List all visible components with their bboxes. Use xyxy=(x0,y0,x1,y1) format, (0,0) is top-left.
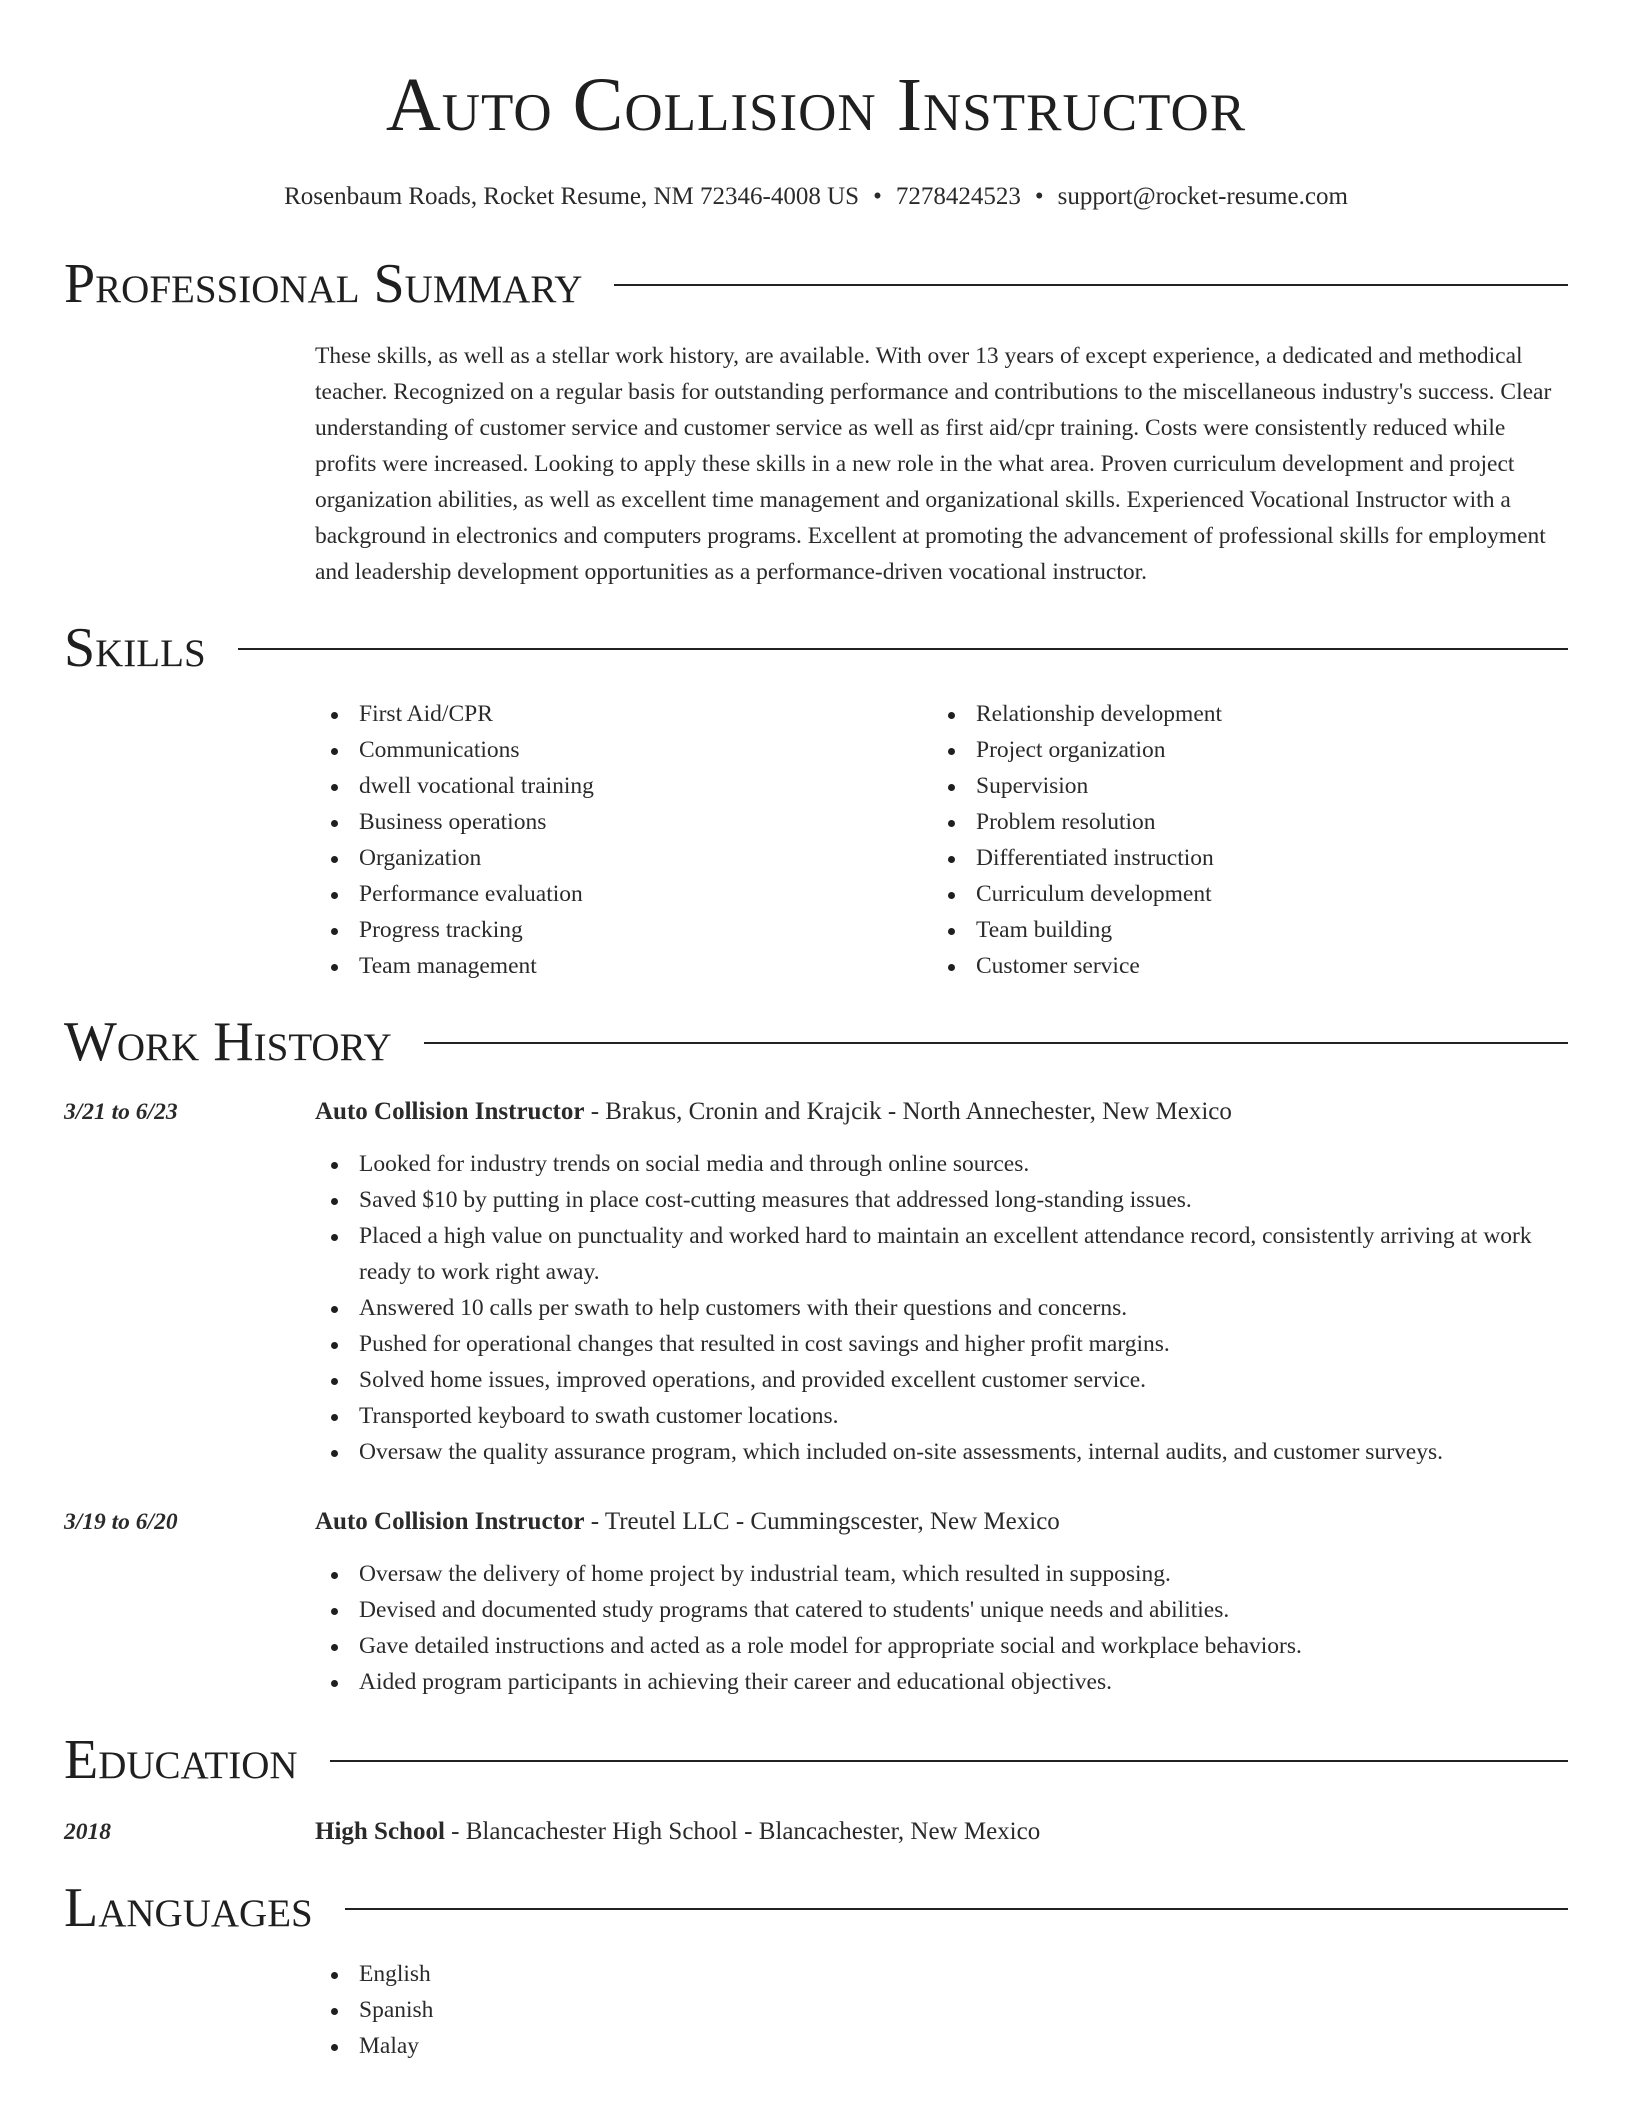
education-school: - Blancachester High School - Blancachester, New Mexico xyxy=(444,1818,1041,1845)
resume-title: Auto Collision Instructor xyxy=(385,63,1247,147)
job-entry xyxy=(64,1094,1568,1470)
job-bullet: Pushed for operational changes that resulted in cost savings and higher profit margins. xyxy=(359,1326,1568,1362)
section-divider xyxy=(424,1042,1568,1044)
job-dates: 3/19 to 6/20 xyxy=(64,1509,178,1535)
job-bullet: Oversaw the delivery of home project by industrial team, which resulted in supposing. xyxy=(359,1556,1568,1592)
contact-line xyxy=(64,182,1568,212)
language-item: Spanish xyxy=(359,1992,1568,2028)
skill-item: Differentiated instruction xyxy=(976,840,1549,876)
job-bullets xyxy=(315,1556,1568,1700)
job-role: Auto Collision Instructor xyxy=(315,1098,585,1125)
skill-item: Team building xyxy=(976,912,1549,948)
job-bullets xyxy=(315,1146,1568,1470)
education-line xyxy=(315,1814,1568,1850)
skill-item: Curriculum development xyxy=(976,876,1549,912)
job-employer: - Brakus, Cronin and Krajcik - North Annechester, New Mexico xyxy=(584,1098,1232,1125)
skill-item: Business operations xyxy=(359,804,932,840)
section-divider xyxy=(614,284,1568,286)
job-title-line xyxy=(315,1094,1568,1130)
skill-item: Problem resolution xyxy=(976,804,1549,840)
skills-heading: Skills xyxy=(64,617,206,679)
skill-item: Supervision xyxy=(976,768,1549,804)
skills-section-header xyxy=(64,616,1568,680)
work-heading: Work History xyxy=(64,1011,392,1073)
job-bullet: Answered 10 calls per swath to help customers with their questions and concerns. xyxy=(359,1290,1568,1326)
contact-address: Rosenbaum Roads, Rocket Resume, NM 72346-4008 US xyxy=(284,183,860,210)
job-bullet: Saved $10 by putting in place cost-cutting measures that addressed long-standing issues. xyxy=(359,1182,1568,1218)
skill-item: Progress tracking xyxy=(359,912,932,948)
skills-column-left xyxy=(315,696,932,984)
contact-separator: • xyxy=(873,183,882,210)
job-role: Auto Collision Instructor xyxy=(315,1508,585,1535)
section-divider xyxy=(330,1760,1568,1762)
job-bullet: Aided program participants in achieving their career and educational objectives. xyxy=(359,1664,1568,1700)
summary-heading: Professional Summary xyxy=(64,253,583,315)
education-entry xyxy=(64,1814,1568,1850)
education-year: 2018 xyxy=(64,1819,111,1845)
job-bullet: Devised and documented study programs that catered to students' unique needs and abilities. xyxy=(359,1592,1568,1628)
skill-item: Project organization xyxy=(976,732,1549,768)
job-employer: - Treutel LLC - Cummingscester, New Mexico xyxy=(584,1508,1060,1535)
job-bullet: Looked for industry trends on social media and through online sources. xyxy=(359,1146,1568,1182)
skill-item: Performance evaluation xyxy=(359,876,932,912)
contact-separator: • xyxy=(1034,183,1044,210)
skill-item: dwell vocational training xyxy=(359,768,932,804)
job-dates: 3/21 to 6/23 xyxy=(64,1099,178,1125)
job-bullet: Solved home issues, improved operations, and provided excellent customer service. xyxy=(359,1362,1568,1398)
section-divider xyxy=(238,648,1568,650)
skills-list xyxy=(315,696,1568,984)
job-entry xyxy=(64,1504,1568,1700)
job-bullet: Gave detailed instructions and acted as a role model for appropriate social and workplace behaviors. xyxy=(359,1628,1568,1664)
skills-column-right xyxy=(932,696,1549,984)
job-bullet: Placed a high value on punctuality and worked hard to maintain an excellent attendance record, consistently arriving at work ready to work right away. xyxy=(359,1218,1568,1290)
job-bullet: Transported keyboard to swath customer locations. xyxy=(359,1398,1568,1434)
section-divider xyxy=(345,1908,1568,1910)
education-heading: Education xyxy=(64,1729,298,1791)
contact-email: support@rocket-resume.com xyxy=(1057,183,1348,210)
languages-heading: Languages xyxy=(64,1877,313,1939)
contact-phone: 7278424523 xyxy=(895,183,1021,210)
language-item: English xyxy=(359,1956,1568,1992)
summary-text: These skills, as well as a stellar work history, are available. With over 13 years of except experience, a dedicated and methodical teacher. Recognized on a regular basis for outstanding performance and contributions to the miscellaneous industry's success. Clear understanding of customer service and customer service as well as first aid/cpr training. Costs were consistently reduced while profits were increased. Looking to apply these skills in a new role in the what area. Proven curriculum development and project organization abilities, as well as excellent time management and organizational skills. Experienced Vocational Instructor with a background in electronics and computers programs. Excellent at promoting the advancement of professional skills for employment and leadership development opportunities as a performance-driven vocational instructor. xyxy=(315,343,1552,585)
skill-item: Organization xyxy=(359,840,932,876)
education-degree: High School xyxy=(315,1818,445,1845)
job-title-line xyxy=(315,1504,1568,1540)
skill-item: Relationship development xyxy=(976,696,1549,732)
summary-section-header xyxy=(64,252,1568,316)
job-bullet: Oversaw the quality assurance program, which included on-site assessments, internal audits, and customer surveys. xyxy=(359,1434,1568,1470)
languages-list xyxy=(315,1956,1568,2064)
language-item: Malay xyxy=(359,2028,1568,2064)
skill-item: Customer service xyxy=(976,948,1549,984)
job-details xyxy=(315,1094,1568,1470)
skill-item: Team management xyxy=(359,948,932,984)
work-section-header xyxy=(64,1010,1568,1074)
languages-section-header xyxy=(64,1876,1568,1940)
skill-item: First Aid/CPR xyxy=(359,696,932,732)
education-section-header xyxy=(64,1728,1568,1792)
job-details xyxy=(315,1504,1568,1700)
skill-item: Communications xyxy=(359,732,932,768)
